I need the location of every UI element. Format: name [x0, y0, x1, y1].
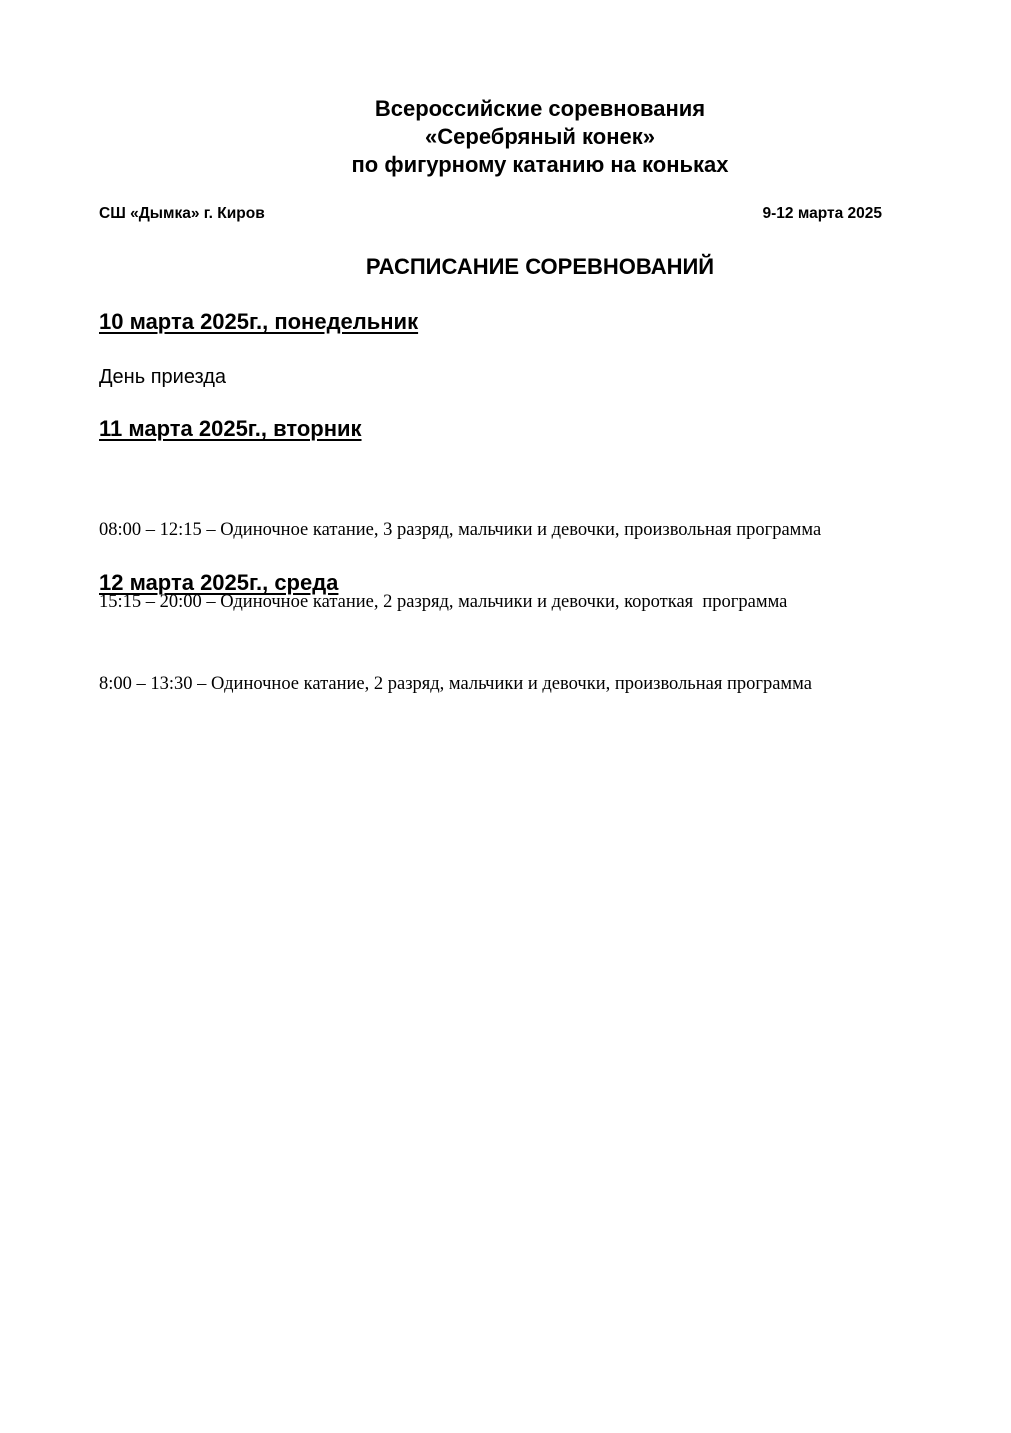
list-item: 8:00 – 13:30 – Одиночное катание, 2 разряд, мальчики и девочки, произвольная программа [99, 674, 812, 694]
day-note-arrival: День приезда [99, 366, 227, 388]
event-list-march-12 [99, 624, 812, 744]
venue-label: СШ «Дымка» г. Киров [99, 205, 265, 222]
list-item: 15:15 – 20:00 – Одиночное катание, 2 разряд, мальчики и девочки, короткая программа [99, 592, 788, 612]
day-heading-march-10: 10 марта 2025г., понедельник [99, 309, 419, 334]
dates-label: 9-12 марта 2025 [762, 205, 882, 222]
schedule-title: РАСПИСАНИЕ СОРЕВНОВАНИЙ [365, 254, 715, 279]
title-line: Всероссийские соревнования [374, 96, 706, 121]
title-line: «Серебряный конек» [425, 124, 655, 149]
list-item: 08:00 – 12:15 – Одиночное катание, 3 разряд, мальчики и девочки, произвольная программа [99, 520, 822, 540]
title-line: по фигурному катанию на коньках [351, 152, 729, 177]
day-heading-march-11: 11 марта 2025г., вторник [99, 416, 362, 441]
day-heading-march-12: 12 марта 2025г., среда [99, 570, 339, 595]
document-title [0, 95, 1011, 179]
